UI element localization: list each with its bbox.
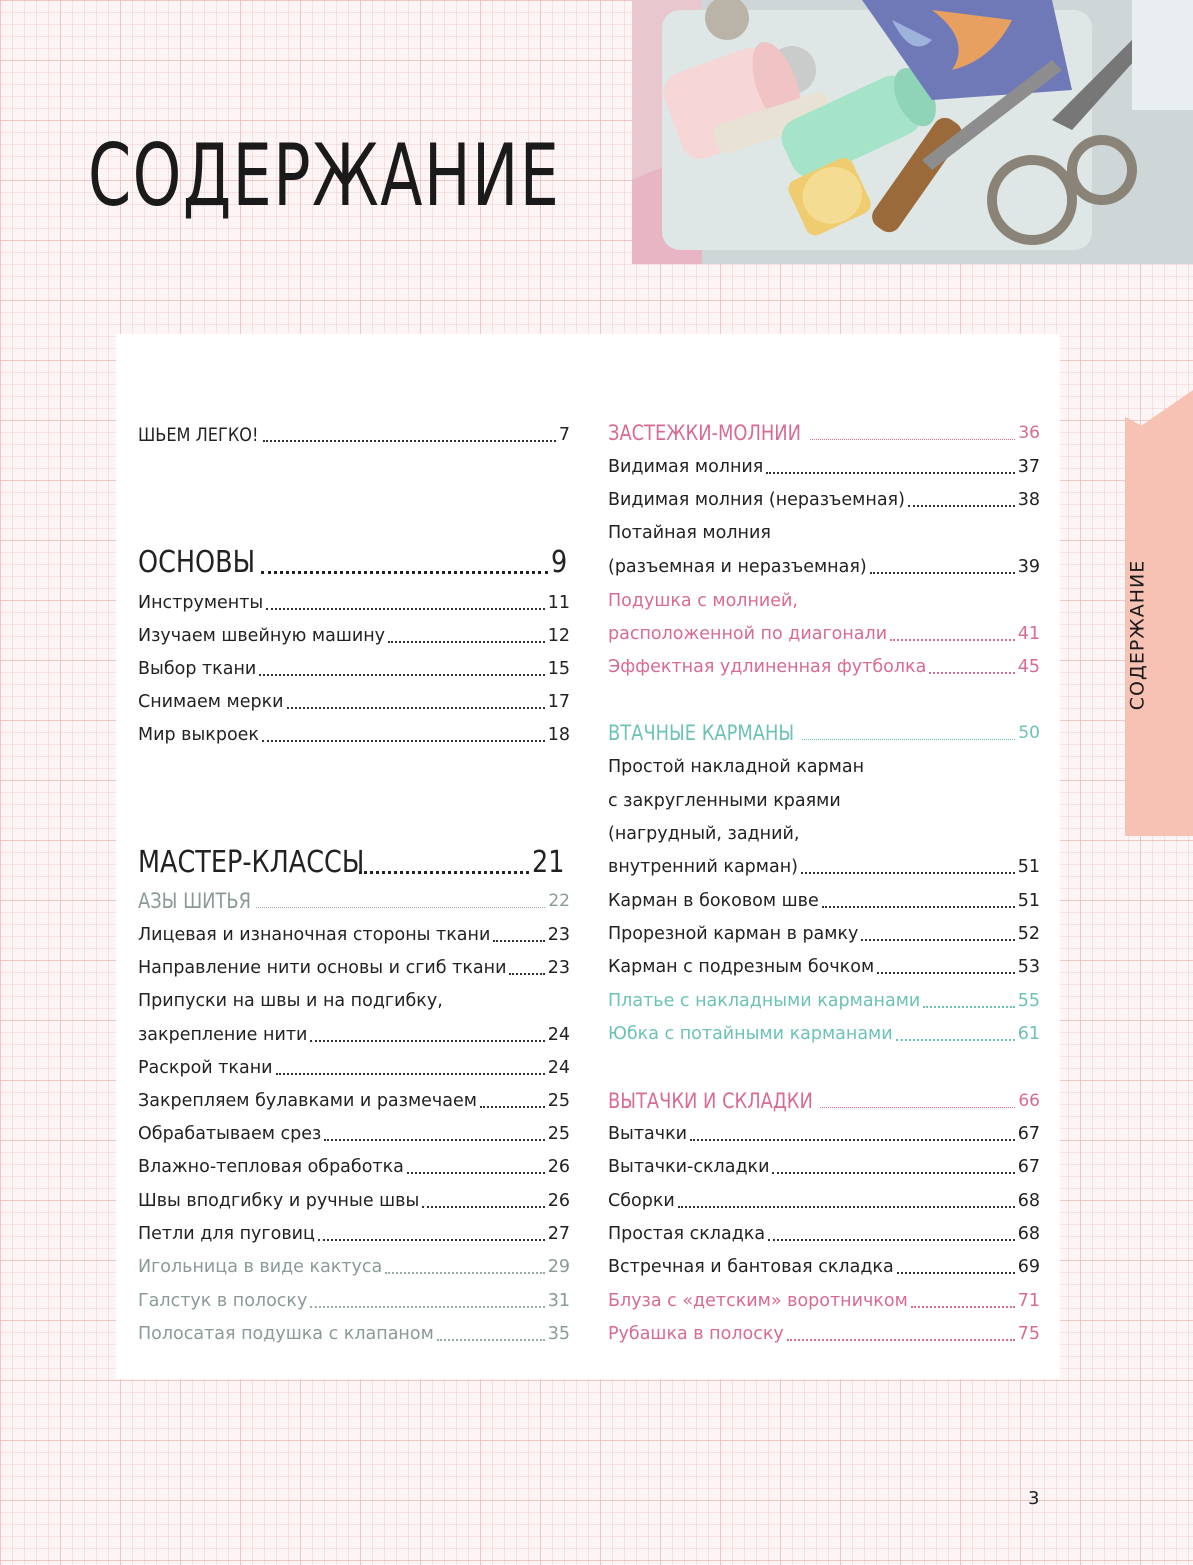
toc-entry[interactable] [138, 1319, 570, 1349]
entry-title: закрепление нити [138, 1025, 308, 1045]
entry-page: 23 [547, 958, 570, 978]
entry-title: Раскрой ткани [138, 1058, 273, 1078]
entry-title: Рубашка в полоску [608, 1324, 784, 1344]
toc-entry[interactable] [138, 1252, 570, 1282]
entry-page: 50 [1018, 723, 1040, 743]
entry-title: Закрепляем булавками и размечаем [138, 1091, 477, 1111]
entry-page: 68 [1017, 1224, 1040, 1244]
entry-page: 18 [547, 725, 570, 745]
dot-leader [678, 1205, 1015, 1208]
dot-leader [407, 1171, 545, 1174]
entry-page: 27 [547, 1224, 570, 1244]
entry-page: 52 [1017, 924, 1040, 944]
toc-entry[interactable] [608, 852, 1040, 882]
dot-leader [911, 1305, 1015, 1308]
page-number: 3 [1028, 1488, 1040, 1509]
entry-page: 11 [547, 593, 570, 613]
side-tab-text: СОДЕРЖАНИЕ [1126, 559, 1148, 711]
toc-entry[interactable] [138, 654, 570, 684]
entry-title: Игольница в виде кактуса [138, 1257, 383, 1277]
toc-entry[interactable] [608, 652, 1040, 682]
toc-entry[interactable] [138, 420, 570, 450]
entry-page: 61 [1017, 1024, 1040, 1044]
dot-leader [801, 871, 1015, 874]
dot-leader [509, 972, 544, 975]
dot-leader [870, 571, 1015, 574]
entry-page: 67 [1017, 1157, 1040, 1177]
entry-page: 51 [1017, 857, 1040, 877]
entry-title: Мир выкроек [138, 725, 259, 745]
entry-title: Видимая молния (неразъемная) [608, 490, 905, 510]
toc-entry[interactable] [608, 518, 1040, 548]
toc-entry[interactable] [608, 1086, 1040, 1116]
toc-entry[interactable] [138, 1152, 570, 1182]
entry-title: внутренний карман) [608, 857, 798, 877]
dot-leader [276, 1072, 545, 1075]
entry-title: Выбор ткани [138, 659, 257, 679]
entry-title: Простая складка [608, 1224, 766, 1244]
toc-entry[interactable] [608, 552, 1040, 582]
dot-leader [908, 504, 1015, 507]
entry-page: 9 [550, 545, 568, 580]
entry-title: Припуски на швы и на подгибку, [138, 991, 443, 1011]
entry-page: 7 [558, 425, 570, 445]
toc-entry[interactable] [608, 1019, 1040, 1049]
entry-page: 68 [1017, 1191, 1040, 1211]
entry-title: Галстук в полоску [138, 1291, 308, 1311]
entry-title: Видимая молния [608, 457, 764, 477]
entry-title: Платье с накладными карманами [608, 991, 921, 1011]
dot-leader [690, 1138, 1015, 1141]
toc-entry[interactable] [138, 542, 570, 584]
entry-page: 12 [547, 626, 570, 646]
entry-title: расположенной по диагонали [608, 624, 888, 644]
entry-page: 71 [1017, 1291, 1040, 1311]
entry-page: 67 [1017, 1124, 1040, 1144]
dot-leader [929, 671, 1014, 674]
entry-page: 53 [1017, 957, 1040, 977]
entry-title: Петли для пуговиц [138, 1224, 315, 1244]
entry-page: 26 [547, 1191, 570, 1211]
toc-entry[interactable] [608, 786, 1040, 816]
toc-entry[interactable] [138, 588, 570, 618]
dot-leader [772, 1171, 1014, 1174]
entry-page: 75 [1017, 1324, 1040, 1344]
dot-leader [261, 570, 548, 574]
toc-entry[interactable] [608, 718, 1040, 748]
entry-page: 55 [1017, 991, 1040, 1011]
entry-page: 24 [547, 1025, 570, 1045]
dot-leader [802, 738, 1015, 740]
entry-title: ОСНОВЫ [138, 545, 256, 580]
toc-entry[interactable] [138, 1086, 570, 1116]
toc-entry[interactable] [608, 1119, 1040, 1149]
dot-leader [310, 1039, 544, 1042]
toc-entry[interactable] [608, 952, 1040, 982]
toc-entry[interactable] [608, 452, 1040, 482]
entry-title: Юбка с потайными карманами [608, 1024, 893, 1044]
entry-title: Изучаем швейную машину [138, 626, 386, 646]
entry-title: Потайная молния [608, 523, 771, 543]
entry-title: Встречная и бантовая складка [608, 1257, 894, 1277]
entry-page: 69 [1017, 1257, 1040, 1277]
toc-entry[interactable] [608, 986, 1040, 1016]
toc-entry[interactable] [608, 1152, 1040, 1182]
entry-title: ВТАЧНЫЕ КАРМАНЫ [608, 721, 795, 745]
toc-entry[interactable] [138, 1020, 570, 1050]
dot-leader [897, 1271, 1015, 1274]
dot-leader [263, 439, 556, 442]
toc-entry[interactable] [138, 1119, 570, 1149]
dot-leader [820, 1106, 1015, 1108]
entry-page: 36 [1018, 423, 1040, 443]
entry-title: Вытачки-складки [608, 1157, 770, 1177]
entry-title: Швы вподгибку и ручные швы [138, 1191, 420, 1211]
dot-leader [877, 971, 1015, 974]
toc-entry[interactable] [608, 418, 1040, 448]
dot-leader [810, 438, 1015, 440]
entry-title: АЗЫ ШИТЬЯ [138, 889, 252, 913]
dot-leader [822, 905, 1015, 908]
dot-leader [256, 906, 545, 908]
dot-leader [493, 939, 544, 942]
toc-entry[interactable] [608, 819, 1040, 849]
entry-page: 21 [531, 845, 565, 880]
toc-entry[interactable] [138, 886, 570, 916]
dot-leader [359, 870, 529, 874]
toc-entry[interactable] [608, 1286, 1040, 1316]
dot-leader [385, 1271, 544, 1274]
entry-title: Эффектная удлиненная футболка [608, 657, 927, 677]
entry-page: 26 [547, 1157, 570, 1177]
toc-entry[interactable] [608, 752, 1040, 782]
entry-title: Снимаем мерки [138, 692, 284, 712]
toc-entry[interactable] [138, 920, 570, 950]
entry-title: (нагрудный, задний, [608, 824, 800, 844]
dot-leader [324, 1138, 544, 1141]
toc-entry[interactable] [608, 1252, 1040, 1282]
dot-leader [923, 1005, 1014, 1008]
dot-leader [318, 1238, 545, 1241]
entry-page: 22 [548, 891, 570, 911]
toc-entry[interactable] [138, 1186, 570, 1216]
entry-title: Направление нити основы и сгиб ткани [138, 958, 507, 978]
entry-page: 25 [547, 1124, 570, 1144]
dot-leader [768, 1238, 1015, 1241]
toc-entry[interactable] [608, 485, 1040, 515]
toc-entry[interactable] [608, 1186, 1040, 1216]
entry-title: ШЬЕМ ЛЕГКО! [138, 424, 259, 446]
toc-entry[interactable] [138, 621, 570, 651]
dot-leader [310, 1305, 544, 1308]
entry-title: (разъемная и неразъемная) [608, 557, 867, 577]
entry-page: 66 [1018, 1091, 1040, 1111]
entry-title: Влажно-тепловая обработка [138, 1157, 404, 1177]
entry-page: 45 [1017, 657, 1040, 677]
entry-title: Прорезной карман в рамку [608, 924, 859, 944]
dot-leader [480, 1105, 545, 1108]
toc-entry[interactable] [138, 1286, 570, 1316]
entry-page: 17 [547, 692, 570, 712]
dot-leader [262, 739, 545, 742]
entry-title: Карман в боковом шве [608, 891, 819, 911]
entry-page: 37 [1017, 457, 1040, 477]
entry-title: ВЫТАЧКИ И СКЛАДКИ [608, 1089, 813, 1113]
entry-page: 39 [1017, 557, 1040, 577]
dot-leader [890, 638, 1015, 641]
dot-leader [437, 1338, 545, 1341]
entry-title: Подушка с молнией, [608, 591, 798, 611]
dot-leader [896, 1038, 1015, 1041]
page-title: СОДЕРЖАНИЕ [88, 126, 561, 226]
dot-leader [861, 938, 1014, 941]
toc-entry[interactable] [138, 720, 570, 750]
side-tab-label [1107, 560, 1167, 710]
entry-page: 51 [1017, 891, 1040, 911]
entry-title: Полосатая подушка с клапаном [138, 1324, 434, 1344]
entry-title: Обрабатываем срез [138, 1124, 322, 1144]
toc-entry[interactable] [138, 842, 570, 884]
entry-title: Простой накладной карман [608, 757, 865, 777]
entry-title: МАСТЕР-КЛАССЫ [138, 845, 365, 880]
toc-entry[interactable] [138, 1053, 570, 1083]
entry-title: Сборки [608, 1191, 675, 1211]
dot-leader [266, 607, 544, 610]
sewing-supplies-photo [632, 0, 1193, 264]
dot-leader [766, 471, 1014, 474]
entry-title: Карман с подрезным бочком [608, 957, 875, 977]
toc-entry[interactable] [608, 586, 1040, 616]
toc-entry[interactable] [138, 1219, 570, 1249]
toc-entry[interactable] [608, 919, 1040, 949]
toc-entry[interactable] [608, 886, 1040, 916]
toc-entry[interactable] [138, 953, 570, 983]
entry-page: 24 [547, 1058, 570, 1078]
entry-page: 31 [547, 1291, 570, 1311]
entry-title: Блуза с «детским» воротничком [608, 1291, 908, 1311]
entry-page: 15 [547, 659, 570, 679]
entry-page: 41 [1017, 624, 1040, 644]
entry-title: с закругленными краями [608, 791, 841, 811]
contents-panel [116, 334, 1060, 1379]
entry-page: 25 [547, 1091, 570, 1111]
toc-entry[interactable] [608, 1319, 1040, 1349]
toc-entry[interactable] [608, 1219, 1040, 1249]
dot-leader [422, 1205, 544, 1208]
entry-title: Вытачки [608, 1124, 688, 1144]
entry-page: 35 [547, 1324, 570, 1344]
entry-page: 23 [547, 925, 570, 945]
entry-page: 29 [547, 1257, 570, 1277]
dot-leader [287, 706, 545, 709]
entry-page: 38 [1017, 490, 1040, 510]
dot-leader [259, 673, 544, 676]
dot-leader [388, 640, 545, 643]
dot-leader [787, 1338, 1015, 1341]
toc-entry[interactable] [608, 619, 1040, 649]
entry-title: ЗАСТЕЖКИ-МОЛНИИ [608, 421, 802, 445]
toc-entry[interactable] [138, 687, 570, 717]
entry-title: Лицевая и изнаночная стороны ткани [138, 925, 491, 945]
entry-title: Инструменты [138, 593, 264, 613]
toc-entry[interactable] [138, 986, 570, 1016]
